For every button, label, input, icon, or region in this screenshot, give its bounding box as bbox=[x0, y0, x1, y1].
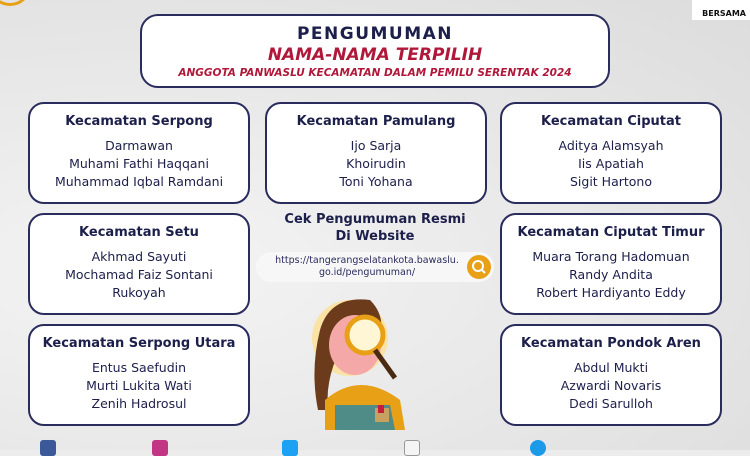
name: Azwardi Novaris bbox=[560, 378, 662, 393]
card-serpong-utara bbox=[28, 324, 250, 426]
name: Toni Yohana bbox=[339, 174, 413, 189]
girl-magnifier-illustration bbox=[300, 290, 460, 430]
heading-line: Cek Pengumuman Resmi bbox=[284, 212, 466, 227]
website-url-bar[interactable] bbox=[256, 252, 494, 282]
name: Rukoyah bbox=[112, 285, 166, 300]
name: Dedi Sarulloh bbox=[569, 396, 653, 411]
card-pondok-aren bbox=[500, 324, 722, 426]
name: Ijo Sarja bbox=[350, 138, 402, 153]
name: Murti Lukita Wati bbox=[86, 378, 192, 393]
announcement-header bbox=[140, 14, 610, 88]
card-setu bbox=[28, 213, 250, 315]
card-pamulang bbox=[265, 102, 487, 204]
instagram-icon[interactable] bbox=[152, 440, 168, 456]
card-title: Kecamatan Serpong Utara bbox=[42, 336, 236, 351]
url-text: go.id/pengumuman/ bbox=[318, 267, 416, 278]
website-heading bbox=[270, 211, 480, 245]
card-title: Kecamatan Setu bbox=[79, 225, 199, 240]
youtube-icon[interactable] bbox=[404, 440, 420, 456]
name: Aditya Alamsyah bbox=[558, 138, 664, 153]
name: Iis Apatiah bbox=[578, 156, 644, 171]
name: Robert Hardiyanto Eddy bbox=[536, 285, 686, 300]
name: Muara Torang Hadomuan bbox=[532, 249, 690, 264]
twitter-icon[interactable] bbox=[282, 440, 298, 456]
name: Entus Saefudin bbox=[91, 360, 187, 375]
name: Randy Andita bbox=[569, 267, 653, 282]
card-ciputat bbox=[500, 102, 722, 204]
page-title: PENGUMUMAN bbox=[296, 24, 454, 44]
card-title: Kecamatan Serpong bbox=[65, 114, 213, 129]
facebook-icon[interactable] bbox=[40, 440, 56, 456]
card-serpong bbox=[28, 102, 250, 204]
name: Abdul Mukti bbox=[573, 360, 649, 375]
card-title: Kecamatan Pamulang bbox=[296, 114, 456, 129]
name: Sigit Hartono bbox=[569, 174, 652, 189]
card-title: Kecamatan Ciputat bbox=[541, 114, 681, 129]
name: Zenih Hadrosul bbox=[91, 396, 187, 411]
card-title: Kecamatan Pondok Aren bbox=[521, 336, 701, 351]
name: Akhmad Sayuti bbox=[91, 249, 187, 264]
website-globe-icon[interactable] bbox=[530, 440, 546, 456]
page-caption: ANGGOTA PANWASLU KECAMATAN DALAM PEMILU SERENTAK 2024 bbox=[178, 67, 572, 79]
name: Mochamad Faiz Sontani bbox=[65, 267, 213, 282]
bersama-logo: BERSAMA bbox=[692, 0, 750, 20]
card-title: Kecamatan Ciputat Timur bbox=[517, 225, 705, 240]
card-ciputat-timur bbox=[500, 213, 722, 315]
name: Darmawan bbox=[105, 138, 173, 153]
url-text: https://tangerangselatankota.bawaslu. bbox=[275, 255, 459, 266]
name: Muhami Fathi Haqqani bbox=[69, 156, 209, 171]
page-subtitle: NAMA-NAMA TERPILIH bbox=[267, 45, 483, 65]
name: Khoirudin bbox=[346, 156, 406, 171]
heading-line: Di Website bbox=[335, 229, 415, 244]
search-button[interactable] bbox=[467, 255, 491, 279]
name: Muhammad Iqbal Ramdani bbox=[54, 174, 224, 189]
search-icon bbox=[467, 255, 491, 279]
